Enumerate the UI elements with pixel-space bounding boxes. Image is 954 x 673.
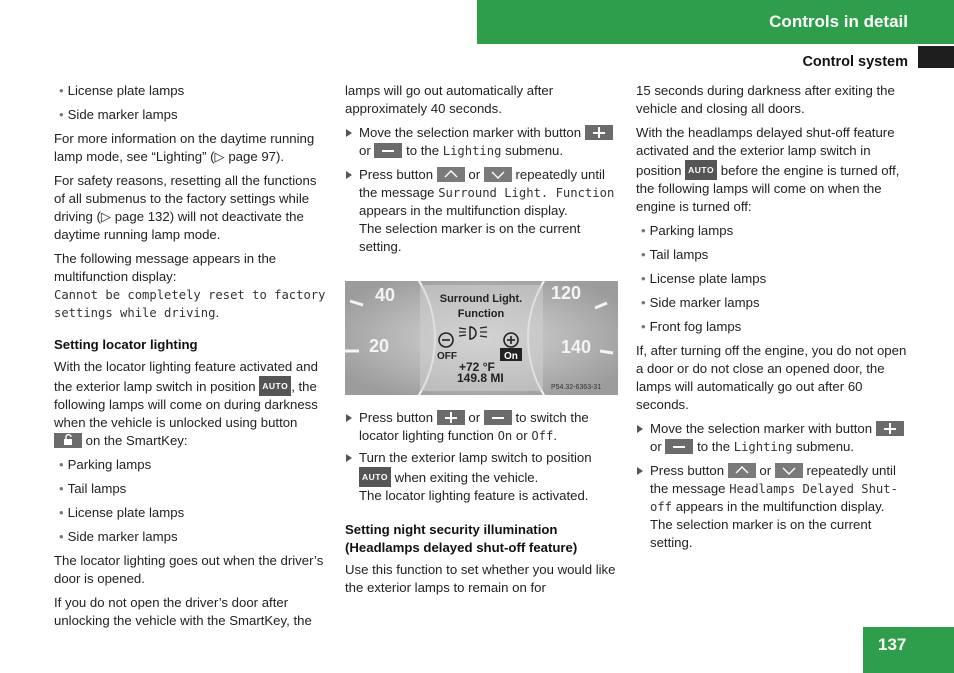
gauge-label-120: 120 xyxy=(551,283,582,303)
display-off-label: OFF xyxy=(437,351,457,362)
display-message: Cannot be completely reset to factory settings while driving xyxy=(54,288,326,320)
minus-button-icon xyxy=(374,143,402,158)
plus-button-icon xyxy=(437,410,465,425)
list-item: • License plate lamps xyxy=(54,504,328,522)
list-item: • Tail lamps xyxy=(54,480,328,498)
paragraph-not-open: If you do not open the driver’s door after unlocking the vehicle with the SmartKey, the xyxy=(54,595,312,628)
figure-code: P54.32-6363-31 xyxy=(551,384,602,391)
display-on-label: On xyxy=(504,351,518,362)
display-title-line1: Surround Light. xyxy=(439,293,523,305)
page-number-box xyxy=(863,627,954,673)
list-item: • License plate lamps xyxy=(636,270,910,288)
step-switch-locator: Press button or to switch the locator lighting function On or Off. xyxy=(345,409,619,445)
list-item: • Side marker lamps xyxy=(54,106,328,124)
subsection-title: Control system xyxy=(802,54,908,70)
section-tab-marker xyxy=(918,46,954,68)
paragraph-continued: lamps will go out automatically after approximately 40 seconds. xyxy=(345,83,554,116)
paragraph-delayed-shutoff: With the headlamps delayed shut-off feature activated and the exterior lamp switch in position AUTO before the engine is turned off, the following lamps will come on when the engine is turned off: xyxy=(636,125,900,214)
display-odometer: 149.8 MI xyxy=(457,371,504,385)
display-temperature: +72 °F xyxy=(459,360,495,374)
paragraph-safety: For safety reasons, resetting all the functions of all submenus to the factory settings while driving (▷ page 132) will not deactivate the daytime running lamp mode. xyxy=(54,173,317,242)
instrument-cluster-figure xyxy=(345,281,618,395)
step-press-button: Press button or repeatedly until the message Headlamps Delayed Shut-off appears in the multifunction display. The selection marker is on the current setting. xyxy=(636,462,910,552)
list-item: • Side marker lamps xyxy=(54,528,328,546)
step-press-button: Press button or repeatedly until the message Surround Light. Function appears in the multifunction display. The selection marker is on the current setting. xyxy=(345,166,619,256)
heading-night-security: Setting night security illumination (Headlamps delayed shut-off feature) xyxy=(345,522,578,555)
step-move-marker: Move the selection marker with button or to the Lighting submenu. xyxy=(636,420,910,456)
auto-icon: AUTO xyxy=(259,376,291,396)
auto-icon: AUTO xyxy=(359,467,391,487)
list-item: • Parking lamps xyxy=(54,456,328,474)
list-item: • Front fog lamps xyxy=(636,318,910,336)
arrow-down-button-icon xyxy=(484,167,512,182)
heading-locator-lighting: Setting locator lighting xyxy=(54,337,198,352)
auto-icon: AUTO xyxy=(685,160,717,180)
minus-button-icon xyxy=(665,439,693,454)
plus-button-icon xyxy=(876,421,904,436)
step-turn-switch: Turn the exterior lamp switch to position AUTO when exiting the vehicle. The locator lighting feature is activated. xyxy=(345,449,619,505)
paragraph-continued: 15 seconds during darkness after exiting the vehicle and closing all doors. xyxy=(636,83,895,116)
arrow-up-button-icon xyxy=(437,167,465,182)
list-item: • License plate lamps xyxy=(54,82,328,100)
gauge-label-40: 40 xyxy=(375,285,396,305)
list-item: • Side marker lamps xyxy=(636,294,910,312)
column-1 xyxy=(54,82,328,636)
section-title: Controls in detail xyxy=(769,12,908,31)
column-2-lower xyxy=(345,409,619,603)
minus-button-icon xyxy=(484,410,512,425)
display-title-line2: Function xyxy=(457,308,505,320)
unlock-key-icon xyxy=(54,433,82,448)
column-3 xyxy=(636,82,910,556)
paragraph-locator: With the locator lighting feature activated and the exterior lamp switch in position AUTO , the following lamps will come on during darkness when the vehicle is unlocked using button on the SmartKey: xyxy=(54,359,318,448)
arrow-up-button-icon xyxy=(728,463,756,478)
gauge-label-140: 140 xyxy=(561,337,592,357)
column-2 xyxy=(345,82,619,260)
plus-button-icon xyxy=(585,125,613,140)
list-item: • Tail lamps xyxy=(636,246,910,264)
list-item: • Parking lamps xyxy=(636,222,910,240)
paragraph-message: The following message appears in the multifunction display: Cannot be completely reset to factory settings while driving. xyxy=(54,251,326,320)
paragraph-door: The locator lighting goes out when the driver’s door is opened. xyxy=(54,553,324,586)
page-number: 137 xyxy=(878,635,907,654)
paragraph-daytime: For more information on the daytime running lamp mode, see “Lighting” (▷ page 97). xyxy=(54,131,315,164)
step-move-marker: Move the selection marker with button or to the Lighting submenu. xyxy=(345,124,619,160)
arrow-down-button-icon xyxy=(775,463,803,478)
paragraph-after-engine-off: If, after turning off the engine, you do not open a door or do not close an opened door, the lamps will automatically go out after 60 seconds. xyxy=(636,343,907,412)
gauge-label-20: 20 xyxy=(369,336,390,356)
paragraph-use-function: Use this function to set whether you would like the exterior lamps to remain on for xyxy=(345,562,616,595)
